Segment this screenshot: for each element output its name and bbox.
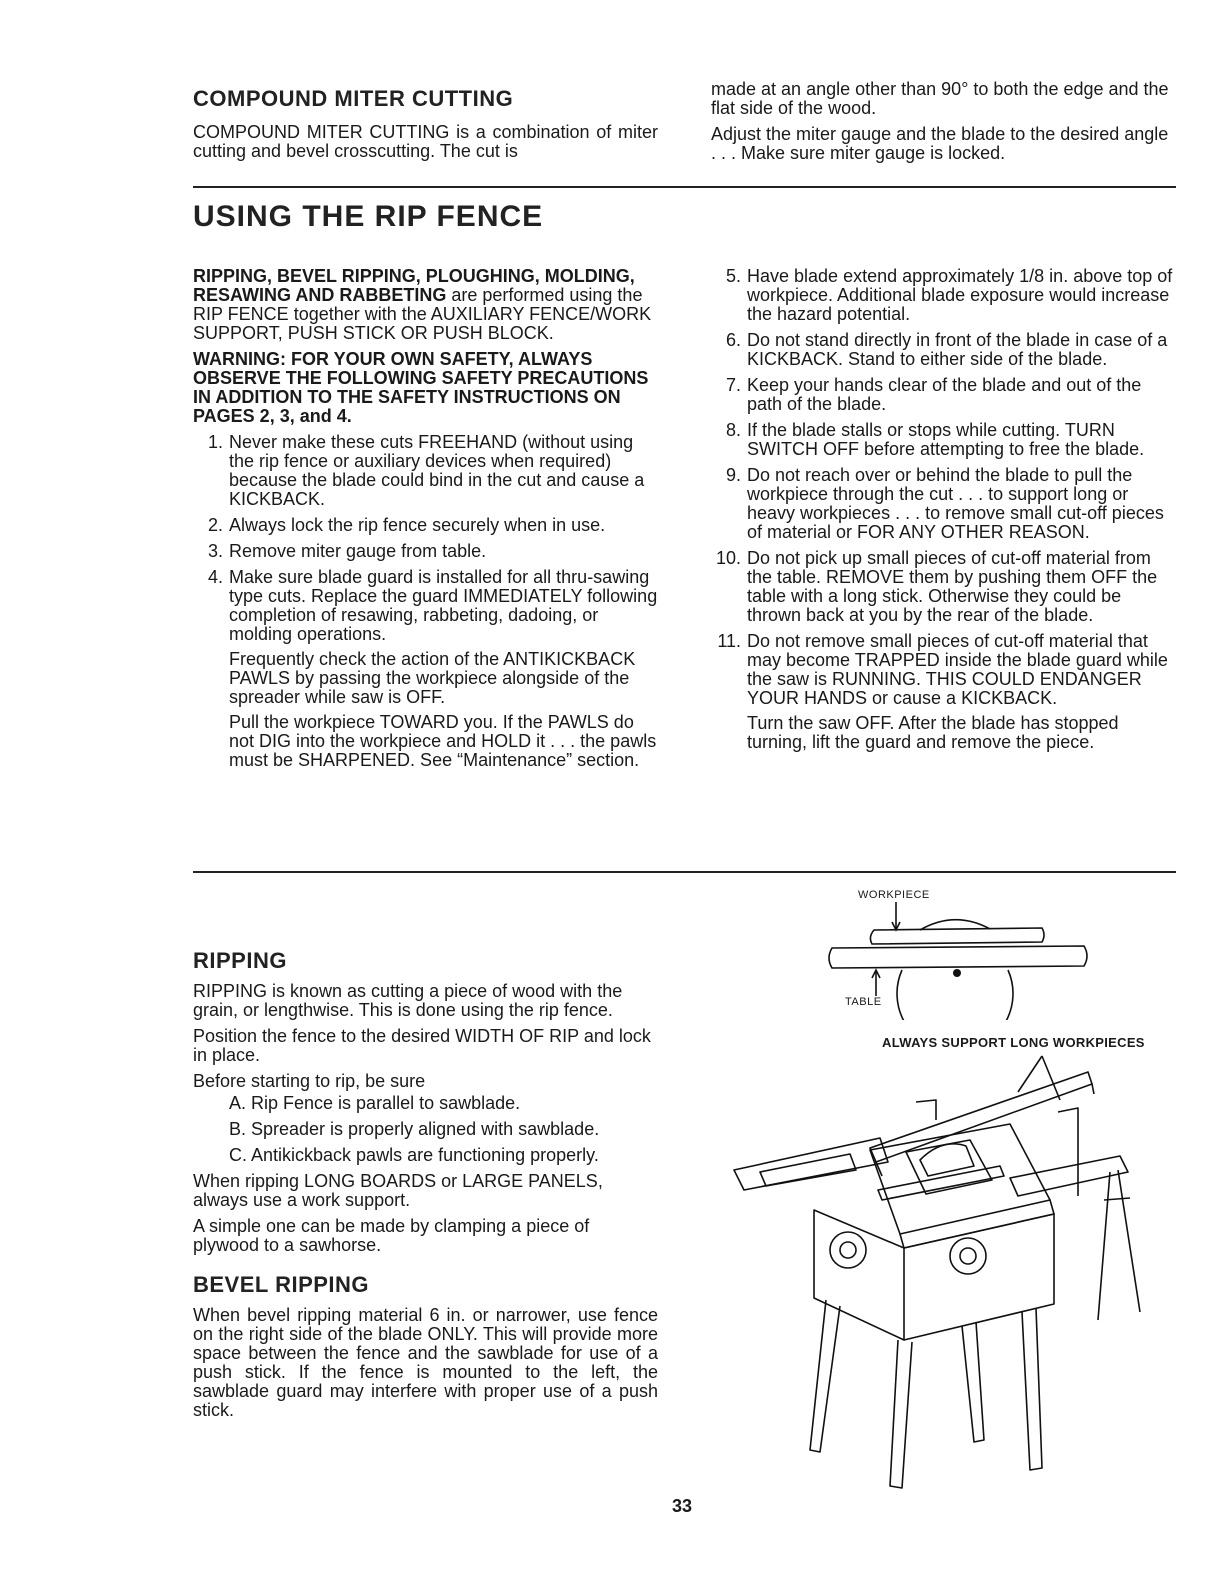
compound-right-p1: made at an angle other than 90° to both the edge and the flat side of the wood. <box>711 79 1169 118</box>
list-item-text: Always lock the rip fence securely when in use. <box>229 515 606 535</box>
list-item-extra: Turn the saw OFF. After the blade has stopped turning, lift the guard and remove the piece. <box>747 713 1119 752</box>
ripping-check-c: C. Antikickback pawls are functioning properly. <box>229 1145 599 1165</box>
divider-top <box>193 186 1176 188</box>
list-item-text: Do not stand directly in front of the blade in case of a KICKBACK. Stand to either side of the blade. <box>747 330 1168 369</box>
ripping-body <box>193 982 658 1262</box>
list-item-number: 1. <box>207 432 223 452</box>
bevel-body: When bevel ripping material 6 in. or narrower, use fence on the right side of the blade ONLY. This will provide more space between the fence and the sawblade for use of a push stick. If the fence is mounted to the left, the sawblade guard may interfere with proper use of a push stick. <box>193 1305 658 1420</box>
list-item-number: 5. <box>725 266 741 286</box>
ripping-heading: RIPPING <box>193 948 287 973</box>
list-item-text: Do not remove small pieces of cut-off material that may become TRAPPED inside the blade guard while the saw is RUNNING. THIS COULD ENDANGER YOUR HANDS or cause a KICKBACK. <box>747 631 1168 708</box>
list-item <box>711 549 1176 625</box>
list-item-number: 8. <box>725 420 741 440</box>
workpiece-label: WORKPIECE <box>858 889 930 901</box>
ripping-p5: A simple one can be made by clamping a piece of plywood to a sawhorse. <box>193 1216 590 1255</box>
rip-fence-list-right <box>711 267 1176 752</box>
list-item-number: 9. <box>725 465 741 485</box>
list-item-number: 10. <box>715 548 741 568</box>
list-item-text: Do not pick up small pieces of cut-off material from the table. REMOVE them by pushing them OFF the table with a long stick. Otherwise they could be thrown back at you by the rear of the blade. <box>747 548 1158 625</box>
compound-right-text <box>711 80 1176 170</box>
list-item-text: Have blade extend approximately 1/8 in. above top of workpiece. Additional blade exposure would increase the hazard potential. <box>747 266 1173 324</box>
list-item <box>711 267 1176 324</box>
list-item <box>711 632 1176 752</box>
rip-fence-intro-bold: RIPPING, BEVEL RIPPING, PLOUGHING, MOLDING, RESAWING AND RABBETING <box>193 266 635 305</box>
rip-fence-right-column <box>711 267 1176 759</box>
list-item <box>711 421 1176 459</box>
list-item-text: If the blade stalls or stops while cutting. TURN SWITCH OFF before attempting to free the blade. <box>747 420 1145 459</box>
list-item-number: 2. <box>207 515 223 535</box>
rip-fence-intro-rest: are performed using the RIP FENCE together with the AUXILIARY FENCE/WORK SUPPORT, PUSH STICK OR PUSH BLOCK. <box>193 285 652 343</box>
list-item <box>711 466 1176 542</box>
rip-fence-intro <box>193 267 658 343</box>
table-label: TABLE <box>845 996 882 1008</box>
support-caption: ALWAYS SUPPORT LONG WORKPIECES <box>882 1035 1145 1050</box>
list-item <box>193 516 658 535</box>
compound-right-p2: Adjust the miter gauge and the blade to the desired angle . . . Make sure miter gauge is locked. <box>711 124 1169 163</box>
list-item-text: Never make these cuts FREEHAND (without using the rip fence or auxiliary devices when required) because the blade could bind in the cut and cause a KICKBACK. <box>229 432 645 509</box>
list-item-text: Make sure blade guard is installed for all thru-sawing type cuts. Replace the guard IMMEDIATELY following completion of resawing, rabbeting, dadoing, or molding operations. <box>229 567 658 644</box>
rip-fence-left-column <box>193 267 658 777</box>
list-item-number: 6. <box>725 330 741 350</box>
rip-fence-heading: USING THE RIP FENCE <box>193 200 544 233</box>
table-saw-illustration <box>730 1050 1160 1490</box>
bevel-heading: BEVEL RIPPING <box>193 1272 370 1297</box>
list-item-number: 3. <box>207 541 223 561</box>
list-item-text: Remove miter gauge from table. <box>229 541 487 561</box>
list-item <box>193 542 658 561</box>
list-item-text: Keep your hands clear of the blade and out of the path of the blade. <box>747 375 1142 414</box>
list-item <box>193 433 658 509</box>
list-item <box>711 331 1176 369</box>
ripping-check-a: A. Rip Fence is parallel to sawblade. <box>229 1093 521 1113</box>
ripping-p4: When ripping LONG BOARDS or LARGE PANELS, always use a work support. <box>193 1171 603 1210</box>
ripping-p3: Before starting to rip, be sure <box>193 1071 426 1091</box>
rip-fence-list-left <box>193 433 658 770</box>
ripping-check-b: B. Spreader is properly aligned with sawblade. <box>229 1119 600 1139</box>
blade-cross-section-diagram <box>820 900 1100 1020</box>
list-item <box>711 376 1176 414</box>
list-item-number: 11. <box>717 631 741 651</box>
list-item-number: 4. <box>207 567 223 587</box>
compound-left-text: COMPOUND MITER CUTTING is a combination of miter cutting and bevel crosscutting. The cut is <box>193 122 658 161</box>
divider-middle <box>193 871 1176 873</box>
list-item-number: 7. <box>725 375 741 395</box>
ripping-p2: Position the fence to the desired WIDTH OF RIP and lock in place. <box>193 1026 651 1065</box>
list-item-extra: Pull the workpiece TOWARD you. If the PAWLS do not DIG into the workpiece and HOLD it . . . the pawls must be SHARPENED. See “Maintenance” section. <box>229 712 657 770</box>
page-number: 33 <box>672 1496 693 1516</box>
list-item-text: Do not reach over or behind the blade to pull the workpiece through the cut . . . to support long or heavy workpieces . . . to remove small cut-off pieces of material or FOR ANY OTHER REASON. <box>747 465 1164 542</box>
rip-fence-warning: WARNING: FOR YOUR OWN SAFETY, ALWAYS OBSERVE THE FOLLOWING SAFETY PRECAUTIONS IN ADDITION TO THE SAFETY INSTRUCTIONS ON PAGES 2, 3, and 4. <box>193 349 649 426</box>
list-item-extra: Frequently check the action of the ANTIKICKBACK PAWLS by passing the workpiece alongside of the spreader while saw is OFF. <box>229 649 636 707</box>
ripping-p1: RIPPING is known as cutting a piece of wood with the grain, or lengthwise. This is done using the rip fence. <box>193 981 623 1020</box>
list-item <box>193 568 658 770</box>
compound-heading: COMPOUND MITER CUTTING <box>193 86 514 111</box>
